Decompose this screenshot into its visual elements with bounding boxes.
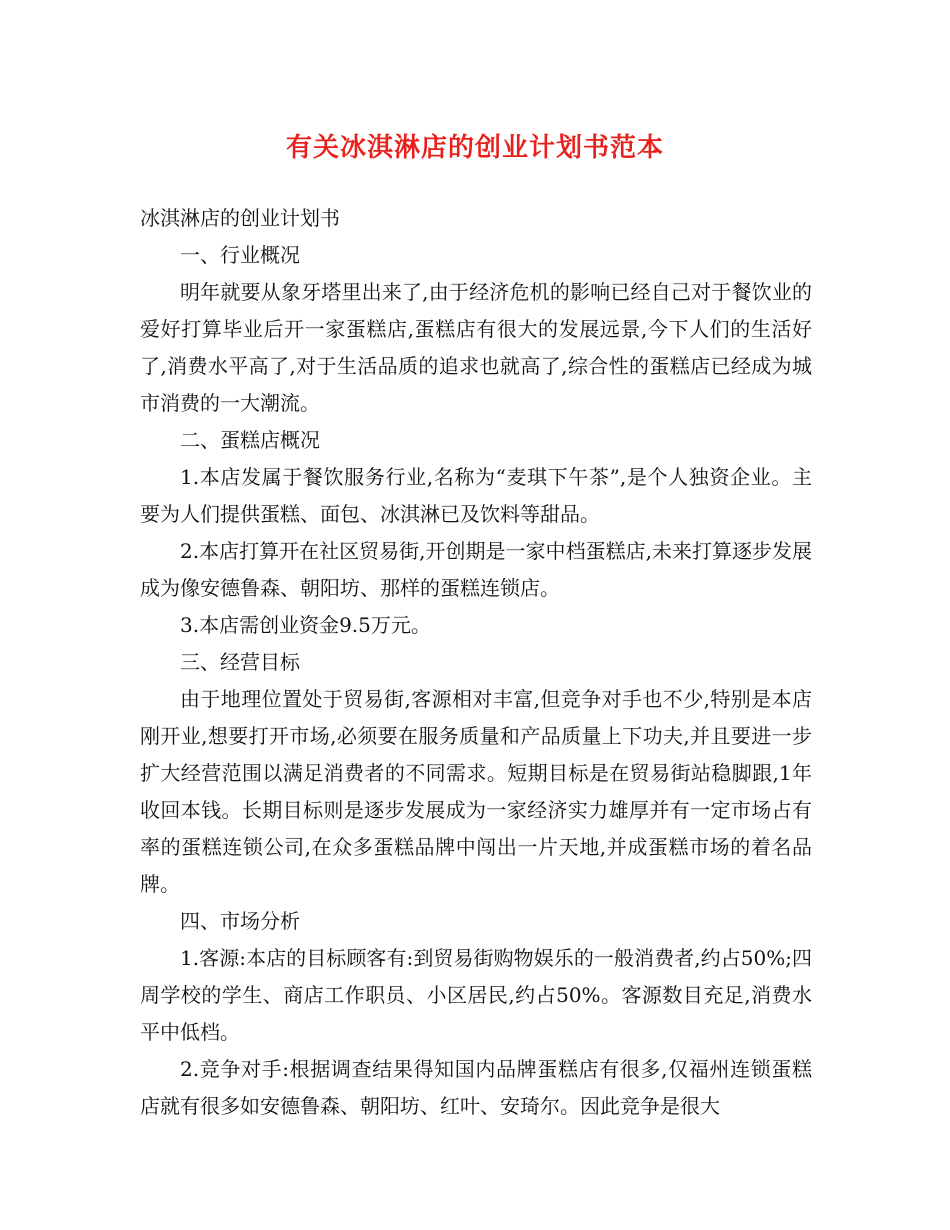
section-heading-industry: 一、行业概况 — [180, 243, 300, 267]
paragraph: 1.客源:本店的目标顾客有:到贸易街购物娱乐的一般消费者,约占50%;四周学校的学生、商店工作职员、小区居民,约占50%。客源数目充足,消费水平中低档。 — [140, 946, 812, 1044]
paragraph: 2.本店打算开在社区贸易街,开创期是一家中档蛋糕店,未来打算逐步发展成为像安德鲁森、朝阳坊、那样的蛋糕连锁店。 — [140, 539, 812, 600]
paragraph: 2.竞争对手:根据调查结果得知国内品牌蛋糕店有很多,仅福州连锁蛋糕店就有很多如安德鲁森、朝阳坊、红叶、安琦尔。因此竞争是很大 — [140, 1057, 812, 1118]
paragraph-heading: 冰淇淋店的创业计划书 — [140, 206, 340, 230]
paragraph: 由于地理位置处于贸易街,客源相对丰富,但竞争对手也不少,特别是本店刚开业,想要打开市场,必须要在服务质量和产品质量上下功夫,并且要进一步扩大经营范围以满足消费者的不同需求。短期目标是在贸易街站稳脚跟,1年收回本钱。长期目标则是逐步发展成为一家经济实力雄厚并有一定市场占有率的蛋糕连锁公司,在众多蛋糕品牌中闯出一片天地,并成蛋糕市场的着名品牌。 — [140, 687, 812, 896]
section-heading-market: 四、市场分析 — [180, 909, 300, 933]
paragraph: 1.本店发属于餐饮服务行业,名称为“麦琪下午茶”,是个人独资企业。主要为人们提供蛋糕、面包、冰淇淋已及饮料等甜品。 — [140, 465, 812, 526]
section-heading-goals: 三、经营目标 — [180, 650, 300, 674]
paragraph: 明年就要从象牙塔里出来了,由于经济危机的影响已经自己对于餐饮业的爱好打算毕业后开一家蛋糕店,蛋糕店有很大的发展远景,今下人们的生活好了,消费水平高了,对于生活品质的追求也就高了,综合性的蛋糕店已经成为城市消费的一大潮流。 — [140, 280, 812, 415]
document-title: 有关冰淇淋店的创业计划书范本 — [285, 133, 664, 163]
document-body — [140, 200, 812, 1125]
section-heading-store: 二、蛋糕店概况 — [180, 428, 320, 452]
paragraph: 3.本店需创业资金9.5万元。 — [180, 613, 431, 637]
